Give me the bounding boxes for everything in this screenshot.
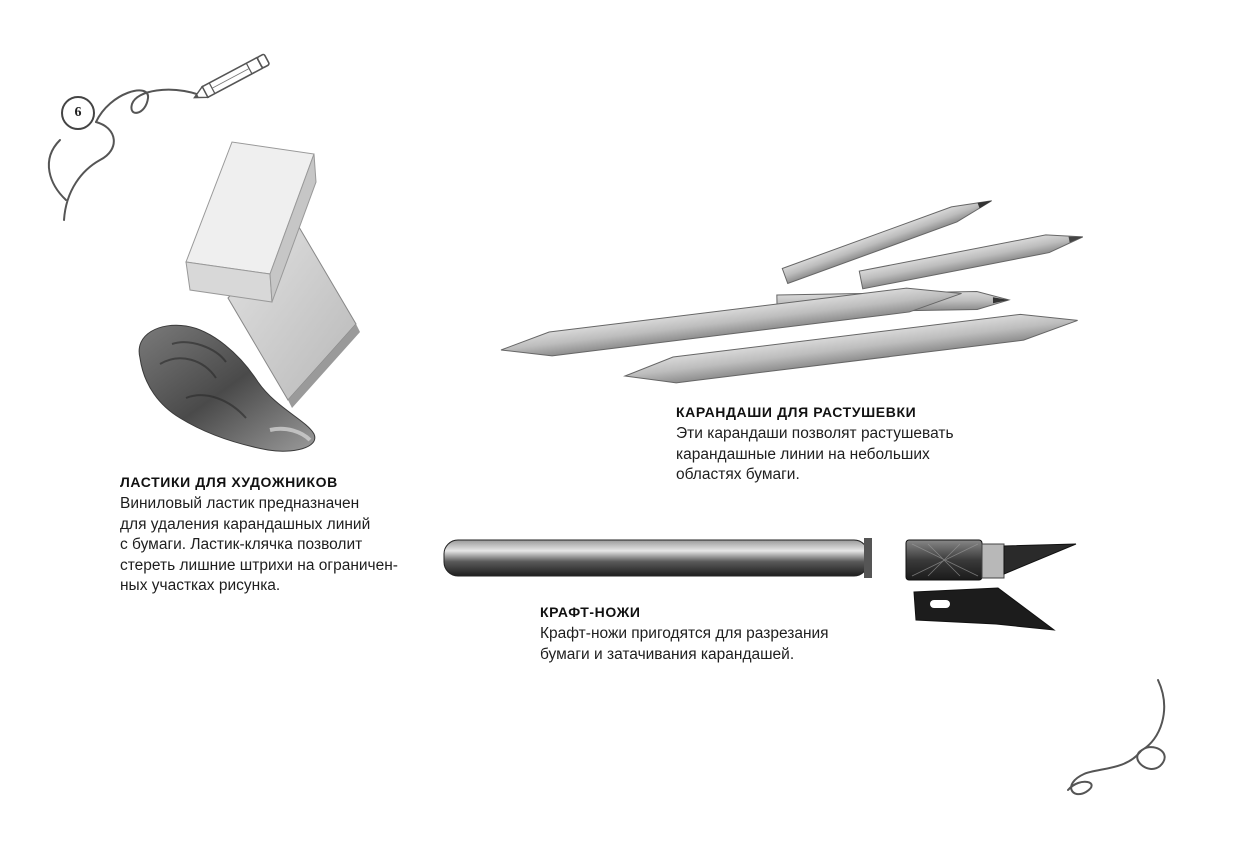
blending-stumps-line-1: Эти карандаши позволят растушевать xyxy=(676,425,954,442)
page-number-badge: 6 xyxy=(61,96,95,130)
spare-blade xyxy=(914,588,1054,630)
craft-knives-caption xyxy=(540,604,870,665)
pencil-icon xyxy=(192,54,270,103)
craft-knives-line-2: бумаги и затачивания карандашей. xyxy=(540,645,795,663)
blending-stumps-line-2: карандашные линии на небольших xyxy=(676,445,930,463)
blending-stumps-illustration xyxy=(495,198,1095,398)
craft-knives-description xyxy=(540,624,870,665)
erasers-line-2: для удаления карандашных линий xyxy=(120,515,371,533)
erasers-line-4: стереть лишние штрихи на ограничен- xyxy=(120,556,398,574)
erasers-title: ЛАСТИКИ ДЛЯ ХУДОЖНИКОВ xyxy=(120,474,338,490)
knife-handle xyxy=(444,540,868,576)
blending-stumps-caption xyxy=(676,404,996,486)
erasers-line-5: ных участках рисунка. xyxy=(120,577,281,594)
erasers-illustration xyxy=(120,138,360,458)
knife-blade xyxy=(1004,544,1076,574)
blending-stumps-title: КАРАНДАШИ ДЛЯ РАСТУШЕВКИ xyxy=(676,404,917,420)
craft-knives-line-1: Крафт-ножи пригодятся для разрезания xyxy=(540,625,829,642)
erasers-description xyxy=(120,494,420,597)
erasers-line-1: Виниловый ластик предназначен xyxy=(120,495,360,512)
erasers-caption xyxy=(120,474,420,597)
blending-stumps-description xyxy=(676,424,996,486)
erasers-line-3: с бумаги. Ластик-клячка позволит xyxy=(120,536,363,553)
blending-stumps-line-3: областях бумаги. xyxy=(676,466,800,483)
craft-knives-title: КРАФТ-НОЖИ xyxy=(540,604,641,620)
bottom-right-swirl-ornament xyxy=(1068,680,1165,794)
